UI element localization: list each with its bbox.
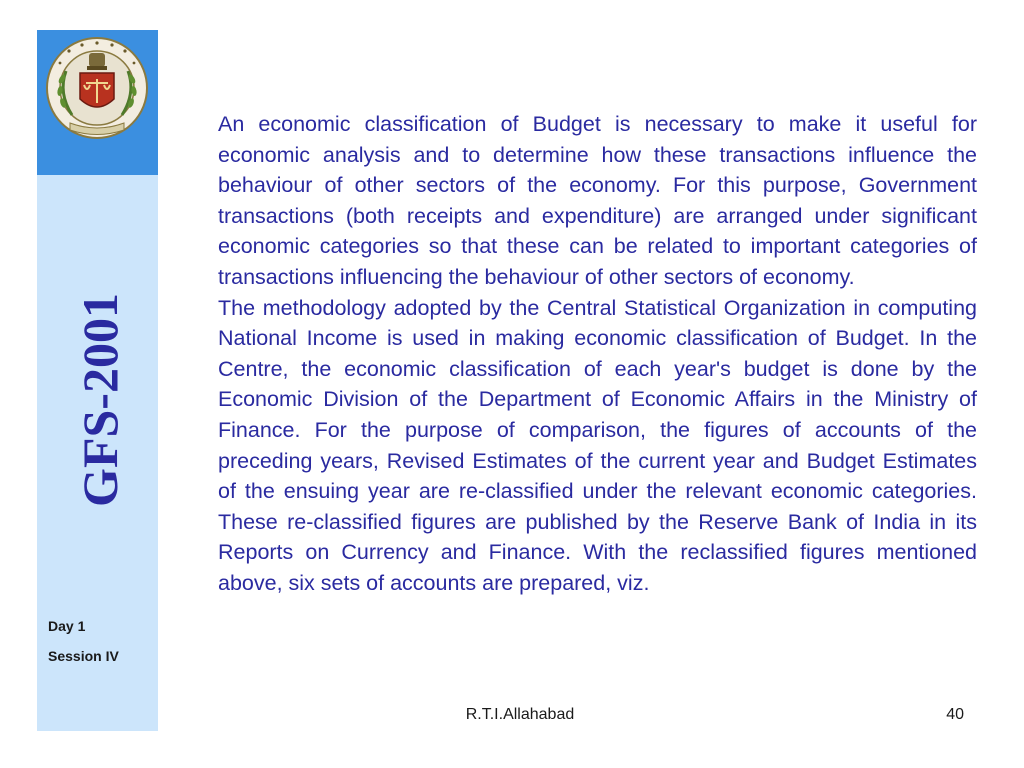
footer-page-number: 40: [946, 706, 964, 723]
day-label: Day 1: [48, 618, 86, 634]
body-paragraph-1: An economic classification of Budget is necessary to make it useful for economic analysis and to determine how these transactions influence the behaviour of other sectors of the economy. For this purpose, Government transactions (both receipts and expenditure) are arranged under significant economic categories so that these can be related to important categories of transactions influencing the behaviour of other sectors of economy.: [218, 112, 977, 289]
logo-panel: [37, 30, 158, 175]
session-label: Session IV: [48, 648, 119, 664]
body-paragraph-2: The methodology adopted by the Central Statistical Organization in computing National Income is used in making economic classification of Budget. In the Centre, the economic classification of each year's budget is done by the Economic Division of the Department of Economic Affairs in the Ministry of Finance. For the purpose of comparison, the figures of accounts of the preceding years, Revised Estimates of the current year and Budget Estimates of the ensuing year are re-classified under the relevant economic categories. These re-classified figures are published by the Reserve Bank of India in its Reports on Currency and Finance. With the reclassified figures mentioned above, six sets of accounts are prepared, viz.: [218, 295, 977, 595]
slide-body: [218, 109, 977, 599]
sidebar-title: GFS-2001: [72, 293, 128, 507]
sidebar-vertical-title: [45, 250, 155, 550]
sidebar: [37, 30, 158, 731]
footer-organization: R.T.I.Allahabad: [465, 706, 575, 723]
emblem-seal-icon: [40, 33, 155, 148]
